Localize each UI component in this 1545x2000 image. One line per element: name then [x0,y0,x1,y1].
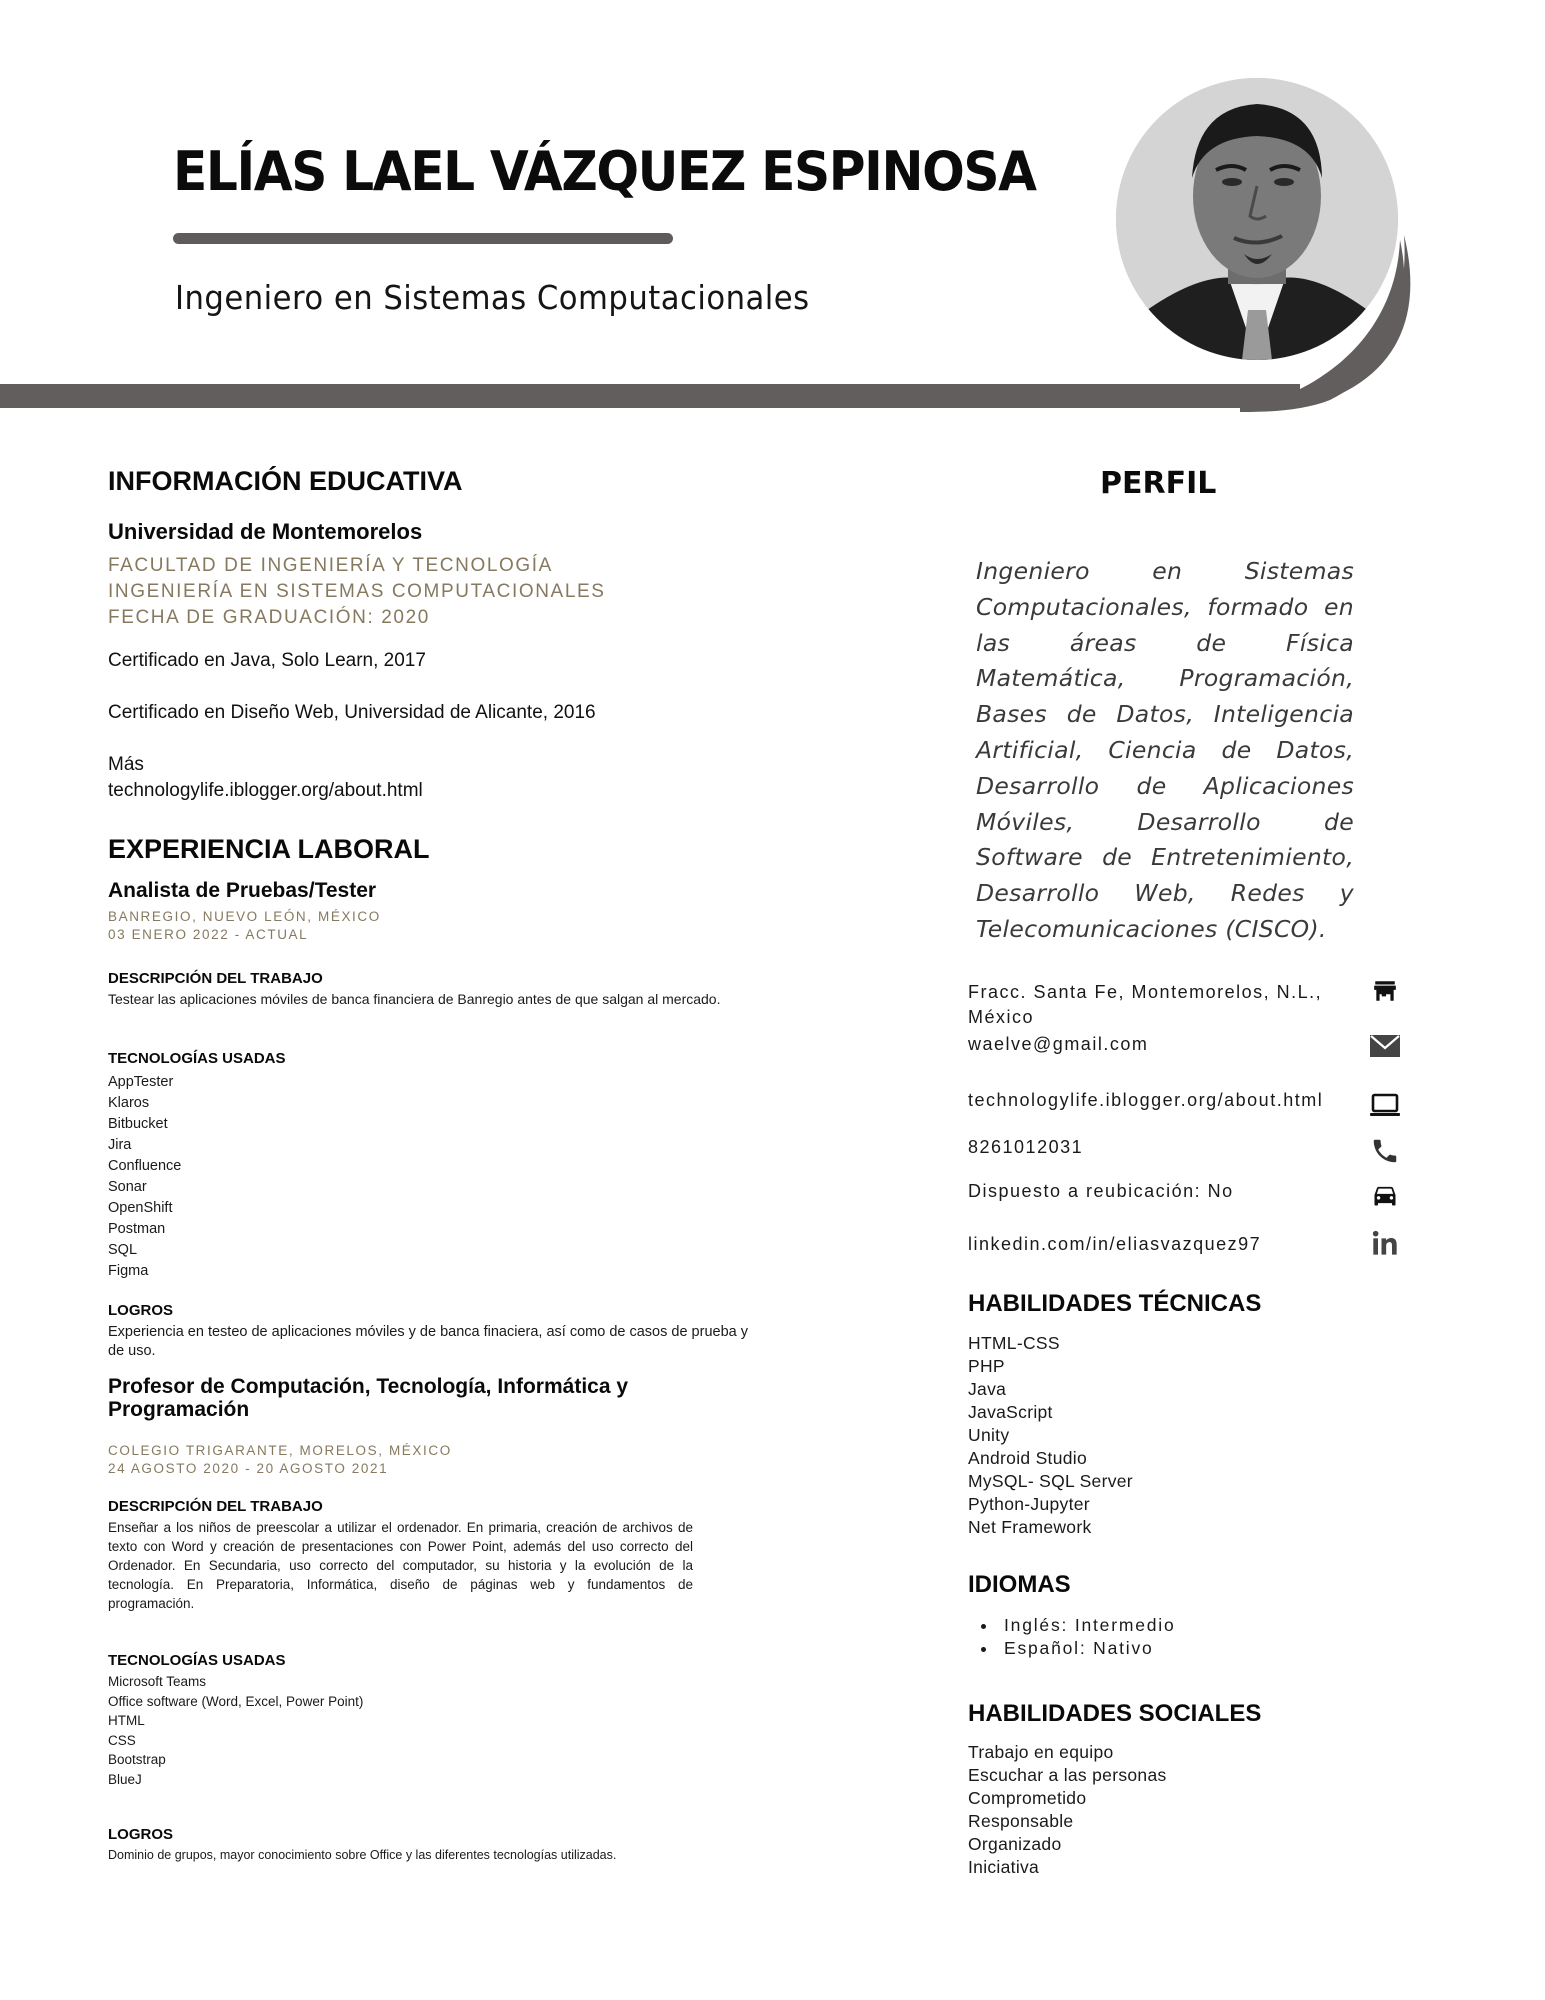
skill-item: PHP [968,1356,1005,1376]
job-meta [108,1442,452,1478]
job-achievements-heading: LOGROS [108,1302,174,1319]
job-technologies-list [108,1672,363,1789]
job-title: Analista de Pruebas/Tester [108,879,377,902]
skill-item: Android Studio [968,1448,1088,1468]
skill-item: Unity [968,1425,1010,1445]
technology-item: Confluence [108,1158,182,1174]
technology-item: Figma [108,1263,149,1279]
job-description: Enseñar a los niños de preescolar a utilizar el ordenador. En primaria, creación de archivos de texto con Word y creación de presentaciones con Power Point, además del uso correcto del Ordenador. En Secundaria, uso correcto del computador, su historia y la evolución de la tecnología. En Preparatoria, Informática, diseño de páginas web y fundamentos de programación. [108,1520,693,1611]
profile-heading: PERFIL [1100,466,1217,501]
contact-relocation: Dispuesto a reubicación: No [968,1181,1234,1201]
skill-item: Java [968,1379,1007,1399]
contact-linkedin[interactable]: linkedin.com/in/eliasvazquez97 [968,1234,1262,1254]
job-company: COLEGIO TRIGARANTE, MORELOS, MÉXICO [108,1443,452,1458]
social-skill-item: Comprometido [968,1788,1087,1808]
job-technologies-list [108,1072,181,1282]
job-technologies-heading: TECNOLOGÍAS USADAS [108,1050,286,1067]
job-description-heading: DESCRIPCIÓN DEL TRABAJO [108,970,323,987]
languages-list [980,1614,1176,1660]
technology-item: CSS [108,1732,136,1748]
more-label: Más [108,754,144,775]
technology-item: OpenShift [108,1200,173,1216]
social-skill-item: Organizado [968,1834,1062,1854]
linkedin-icon [1370,1228,1400,1258]
certificate-web-design: Certificado en Diseño Web, Universidad de Alicante, 2016 [108,702,596,723]
contact-website[interactable]: technologylife.iblogger.org/about.html [968,1090,1324,1110]
profile-summary: Ingeniero en Sistemas Computacionales, formado en las áreas de Física Matemática, Programación, Bases de Datos, Inteligencia Artificial, Ciencia de Datos, Desarrollo de Aplicaciones Móviles, Desarrollo de Software de Entretenimiento, Desarrollo Web, Redes y Telecomunicaciones (CISCO). [976,557,1354,943]
technology-item: Bitbucket [108,1116,168,1132]
car-icon [1370,1180,1400,1210]
languages-heading: IDIOMAS [968,1571,1071,1598]
technology-item: AppTester [108,1074,174,1090]
technology-item: SQL [108,1242,138,1258]
social-skill-item: Escuchar a las personas [968,1765,1167,1785]
social-skill-item: Responsable [968,1811,1074,1831]
name-underline-divider [173,233,673,244]
social-skills-list [968,1741,1167,1879]
technology-item: Office software (Word, Excel, Power Point) [108,1693,364,1709]
job-company: BANREGIO, NUEVO LEÓN, MÉXICO [108,909,381,924]
mail-icon [1370,1032,1400,1062]
job-title: Profesor de Computación, Tecnología, Informática y Programación [108,1375,629,1421]
technology-item: Klaros [108,1095,150,1111]
education-degree: INGENIERÍA EN SISTEMAS COMPUTACIONALES [108,581,606,602]
contact-phone[interactable]: 8261012031 [968,1137,1084,1157]
language-item: • Español: Nativo [998,1637,1176,1660]
technology-item: Bootstrap [108,1752,166,1767]
candidate-name: ELÍAS LAEL VÁZQUEZ ESPINOSA [173,140,1036,203]
education-faculty: FACULTAD DE INGENIERÍA Y TECNOLOGÍA [108,555,553,576]
phone-icon [1370,1136,1400,1166]
technical-skills-heading: HABILIDADES TÉCNICAS [968,1290,1262,1317]
contact-address: Fracc. Santa Fe, Montemorelos, N.L., México [968,982,1323,1027]
job-dates: 03 ENERO 2022 - ACTUAL [108,927,309,942]
job-meta [108,908,381,944]
education-graduation: FECHA DE GRADUACIÓN: 2020 [108,607,430,628]
technology-item: Sonar [108,1179,147,1195]
job-technologies-heading: TECNOLOGÍAS USADAS [108,1652,286,1669]
language-item: • Inglés: Intermedio [998,1614,1176,1637]
technology-item: HTML [108,1713,145,1728]
education-institution: Universidad de Montemorelos [108,519,423,544]
technology-item: Jira [108,1137,132,1153]
skill-item: Net Framework [968,1517,1092,1537]
skill-item: Python-Jupyter [968,1494,1090,1514]
certificate-java: Certificado en Java, Solo Learn, 2017 [108,650,426,671]
technology-item: BlueJ [108,1771,142,1787]
job-achievements-heading: LOGROS [108,1826,174,1843]
skill-item: MySQL- SQL Server [968,1471,1133,1491]
social-skill-item: Iniciativa [968,1857,1040,1877]
laptop-icon [1370,1090,1400,1120]
skill-item: JavaScript [968,1402,1053,1422]
candidate-title: Ingeniero en Sistemas Computacionales [175,278,810,317]
job-achievements: Experiencia en testeo de aplicaciones móviles y de banca finaciera, así como de casos de prueba y de uso. [108,1324,748,1359]
more-link[interactable]: technologylife.iblogger.org/about.html [108,780,423,801]
job-description: Testear las aplicaciones móviles de banca financiera de Banregio antes de que salgan al mercado. [108,991,721,1007]
profile-photo-illustration [1116,78,1398,360]
job-description-heading: DESCRIPCIÓN DEL TRABAJO [108,1498,323,1515]
technical-skills-list [968,1332,1133,1539]
skill-item: HTML-CSS [968,1333,1060,1353]
social-skills-heading: HABILIDADES SOCIALES [968,1700,1262,1727]
job-dates: 24 AGOSTO 2020 - 20 AGOSTO 2021 [108,1461,389,1476]
technology-item: Microsoft Teams [108,1674,207,1689]
store-icon [1370,976,1400,1006]
experience-heading: EXPERIENCIA LABORAL [108,834,430,864]
social-skill-item: Trabajo en equipo [968,1742,1114,1762]
education-heading: INFORMACIÓN EDUCATIVA [108,466,463,496]
education-details [108,553,606,631]
job-achievements: Dominio de grupos, mayor conocimiento sobre Office y las diferentes tecnologías utilizadas. [108,1848,617,1862]
contact-email[interactable]: waelve@gmail.com [968,1034,1149,1054]
profile-photo [1116,78,1398,360]
technology-item: Postman [108,1221,166,1237]
